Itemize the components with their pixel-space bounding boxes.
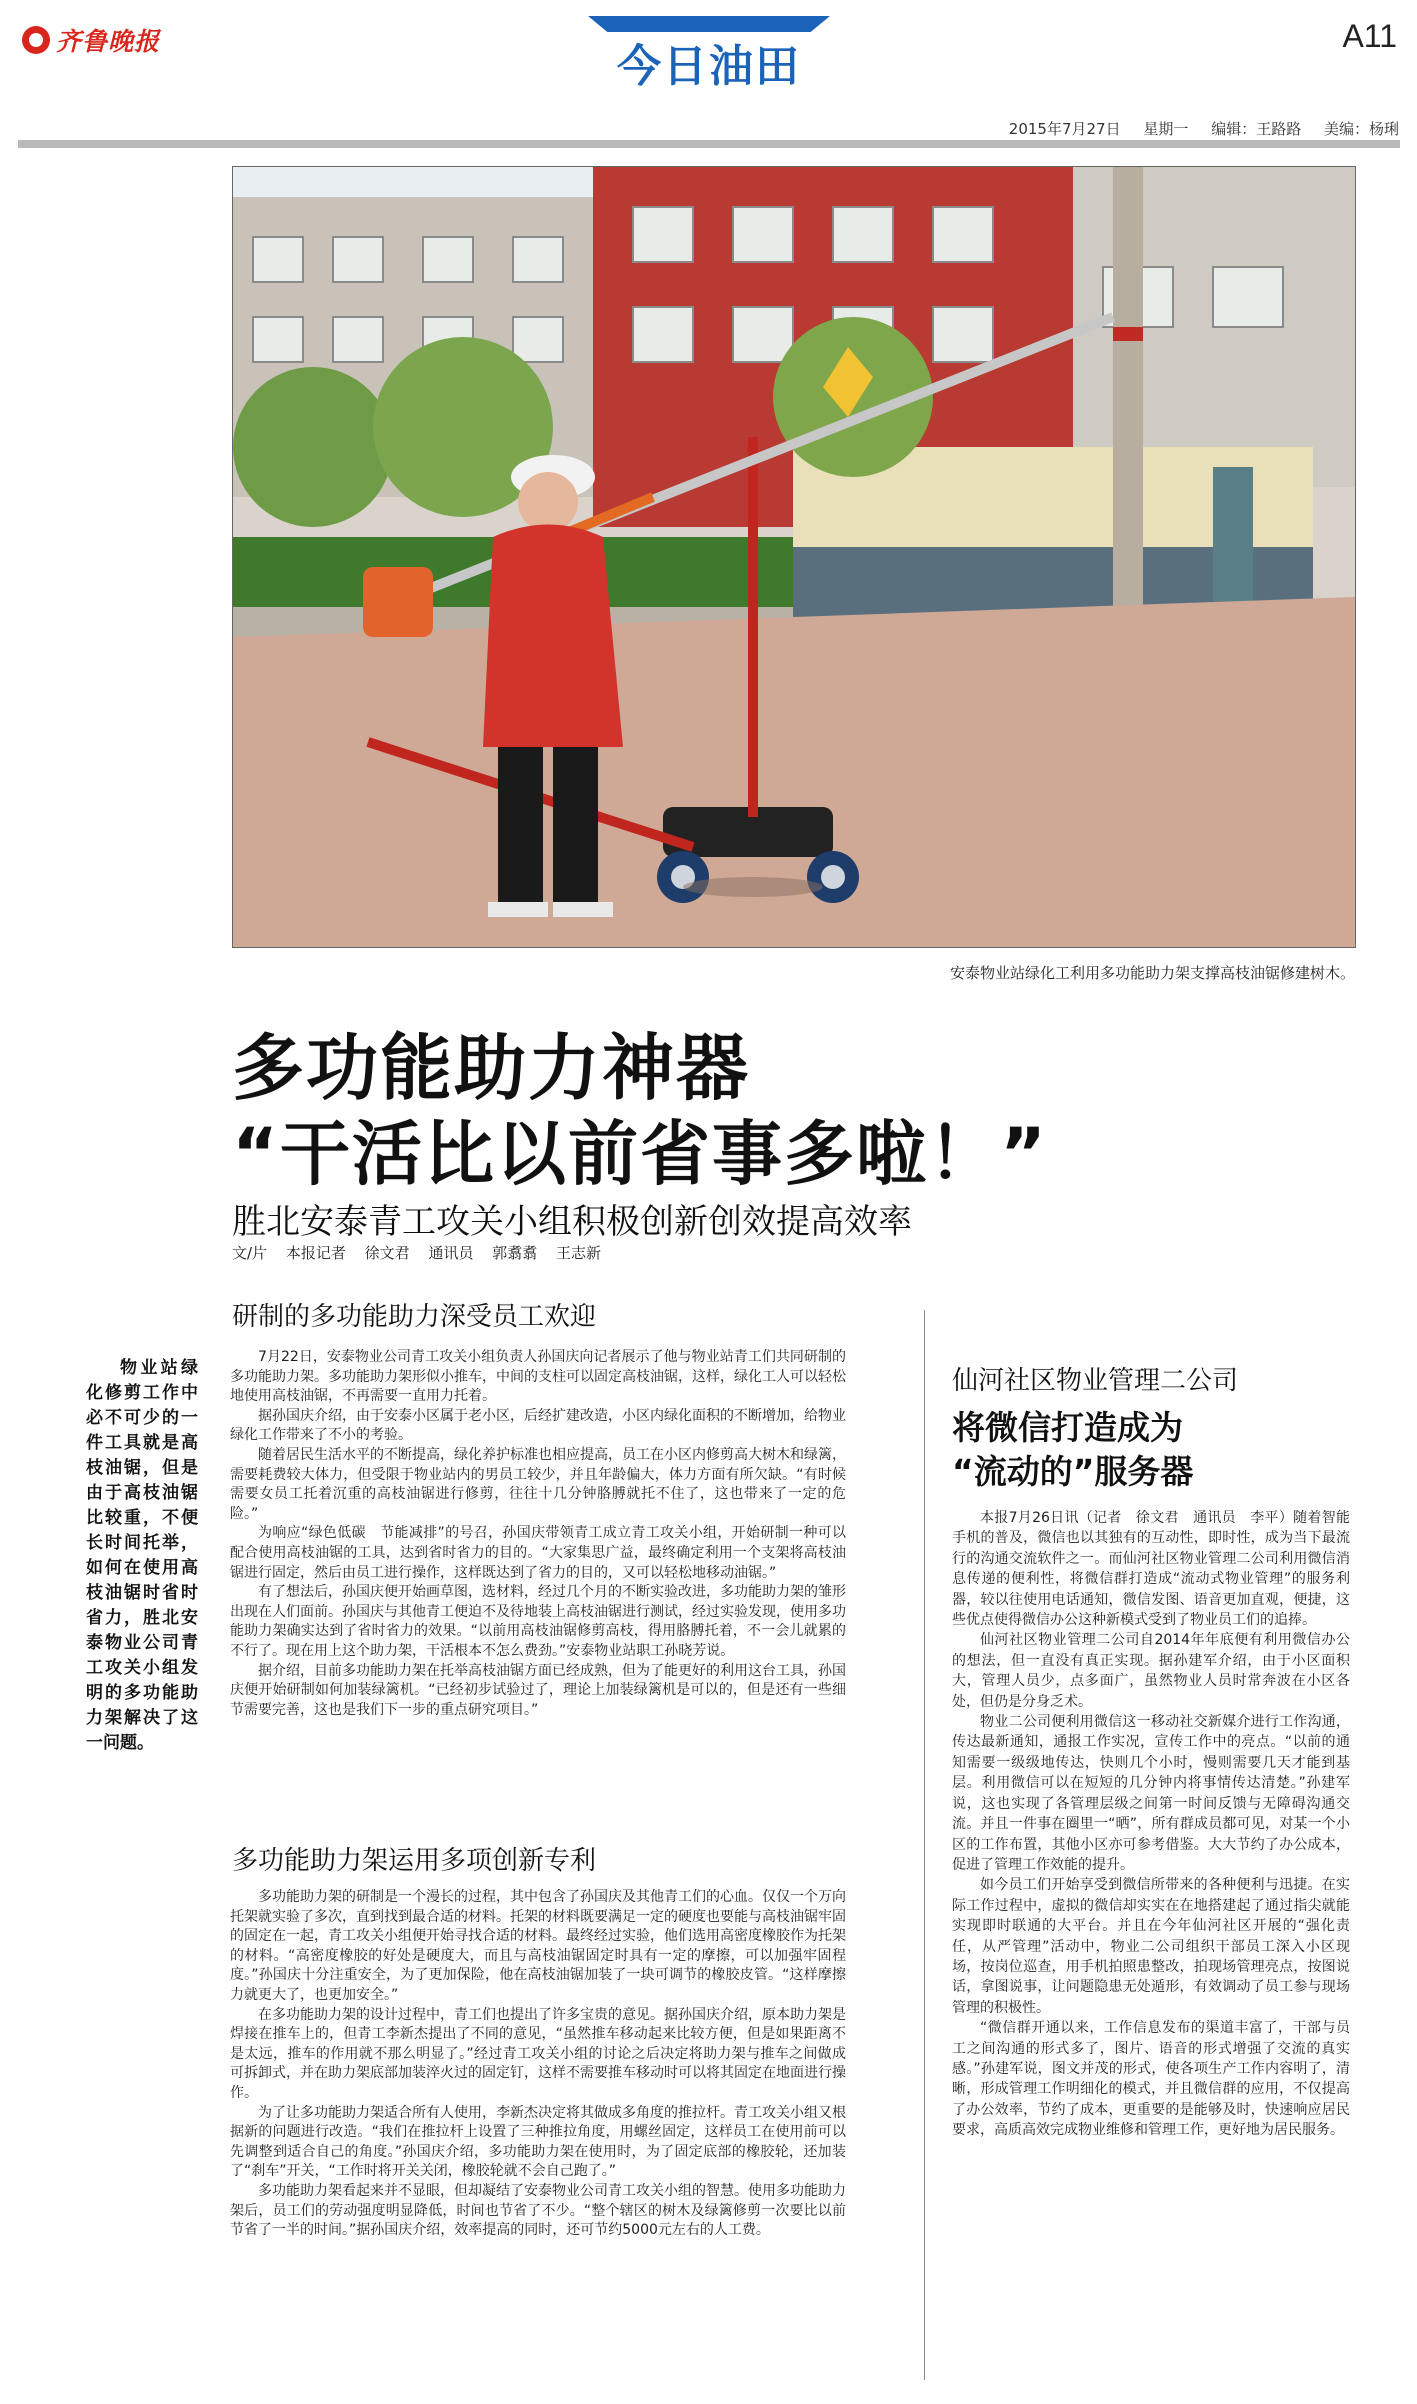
byline-item: 通讯员 (428, 1244, 474, 1262)
paragraph: 据孙国庆介绍，由于安泰小区属于老小区，后经扩建改造，小区内绿化面积的不断增加，给物业绿化工作带来了不小的考验。 (230, 1407, 846, 1444)
side-article-headline-2: “流动的”服务器 (952, 1452, 1194, 1491)
editor-credit: 编辑：王路路 (1211, 120, 1302, 138)
side-article-headline-1: 将微信打造成为 (952, 1408, 1183, 1447)
paragraph: 为了让多功能助力架适合所有人使用，李新杰决定将其做成多角度的推拉杆。青工攻关小组又根据新的问题进行改造。“我们在推拉杆上设置了三种推拉角度，用螺丝固定，这样员工在使用前可以先调整到适合自己的角度。”孙国庆介绍，多功能助力架在使用时，为了固定底部的橡胶轮，还加装了“刹车”开关，“工作时将开关关闭，橡胶轮就不会自己跑了。” (230, 2104, 846, 2180)
newspaper-logo (22, 20, 172, 60)
photo-illustration (233, 167, 1355, 947)
paragraph: 在多功能助力架的设计过程中，青工们也提出了许多宝贵的意见。据孙国庆介绍，原本助力架是焊接在推车上的，但青工李新杰提出了不同的意见，“虽然推车移动起来比较方便，但是如果距离不是太远，推车的作用就不那么明显了。”经过青工攻关小组的讨论之后决定将助力架与推车之间做成可拆卸式，并在助力架底部加装淬火过的固定钉，这样不需要推车移动时可以将其固定在地面进行操作。 (230, 2006, 846, 2101)
photo-caption: 安泰物业站绿化工利用多功能助力架支撑高枝油锯修建树木。 (949, 964, 1355, 982)
byline-item: 徐文君 (364, 1244, 410, 1262)
headline-line-1: 多功能助力神器 (232, 1026, 751, 1110)
section-1-body (230, 1348, 846, 1720)
news-photo (232, 166, 1356, 948)
headline-line-2: “干活比以前省事多啦！” (232, 1113, 1049, 1195)
paragraph: 多功能助力架的研制是一个漫长的过程，其中包含了孙国庆及其他青工们的心血。仅仅一个万向托架就实验了多次，直到找到最合适的材料。托架的材料既要满足一定的硬度也要能与高枝油锯牢固的固定在一起，青工攻关小组便开始寻找合适的材料。最终经过实验，他们选用高密度橡胶作为托架的材料。“高密度橡胶的好处是硬度大，而且与高枝油锯固定时具有一定的摩擦，可以加强牢固程度。”孙国庆十分注重安全，为了更加保险，他在高枝油锯加装了一块可调节的橡胶皮管。“这样摩擦力就更大了，也更加安全。” (230, 1889, 846, 2003)
masthead-rule (18, 140, 1400, 148)
page-number: A11 (1342, 18, 1397, 54)
paragraph: 为响应“绿色低碳 节能减排”的号召，孙国庆带领青工成立青工攻关小组，开始研制一种可以配合使用高枝油锯的工具，达到省时省力的目的。“大家集思广益，最终确定利用一个支架将高枝油锯进行固定，然后由员工进行操作，这样既达到了省力的目的，又可以轻松地移动油锯。” (230, 1525, 846, 1581)
newspaper-name: 齐鲁晚报 (56, 27, 161, 56)
column-divider (924, 1310, 925, 2380)
section-1-title: 研制的多功能助力深受员工欢迎 (232, 1302, 597, 1332)
paragraph: 如今员工们开始享受到微信所带来的各种便利与迅捷。在实际工作过程中，虚拟的微信却实实在在地搭建起了通过指尖就能实现即时联通的大平台。并且在今年仙河社区开展的“强化责任，从严管理”活动中，物业二公司组织干部员工深入小区现场，按岗位巡查，用手机拍照患整改，拍现场管理亮点，按图说话，拿图说事，让问题隐患无处遁形，有效调动了员工参与现场管理的积极性。 (952, 1877, 1350, 2016)
paragraph: 7月22日，安泰物业公司青工攻关小组负责人孙国庆向记者展示了他与物业站青工们共同研制的多功能助力架。多功能助力架形似小推车，中间的支柱可以固定高枝油锯，这样，绿化工人可以轻松地使用高枝油锯，不再需要一直用力托着。 (230, 1349, 846, 1405)
section-tab (588, 16, 830, 96)
dateline (991, 118, 1399, 139)
paragraph: 物业二公司便利用微信这一移动社交新媒介进行工作沟通，传达最新通知，通报工作实况，宣传工作中的亮点。“以前的通知需要一级级地传达，快则几个小时，慢则需要几天才能到基层。利用微信可以在短短的几分钟内将事情传达清楚。”孙建军说，这也实现了各管理层级之间第一时间反馈与无障碍沟通交流。并且一件事在圈里一“晒”，所有群成员都可见，对某一个小区的工作布置，其他小区亦可参考借鉴。大大节约了办公成本，促进了管理工作效能的提升。 (952, 1714, 1350, 1873)
issue-weekday: 星期一 (1143, 120, 1189, 138)
byline (232, 1242, 615, 1263)
paragraph: 多功能助力架看起来并不显眼，但却凝结了安泰物业公司青工攻关小组的智慧。使用多功能助力架后，员工们的劳动强度明显降低，时间也节省了不少。“整个辖区的树木及绿篱修剪一次要比以前节省了一半的时间。”据孙国庆介绍，效率提高的同时，还可节约5000元左右的人工费。 (230, 2182, 846, 2239)
section-2-body (230, 1888, 846, 2241)
paragraph: 仙河社区物业管理二公司自2014年年底便有利用微信办公的想法，但一直没有真正实现。据孙建军介绍，由于小区面积大，管理人员少，点多面广，虽然物业人员时常奔波在小区各处，但仍是分身乏术。 (952, 1632, 1350, 1710)
side-article-body (952, 1508, 1350, 2141)
section-2-title: 多功能助力架运用多项创新专利 (232, 1846, 597, 1876)
side-article-kicker: 仙河社区物业管理二公司 (952, 1366, 1239, 1396)
subtitle: 胜北安泰青工攻关小组积极创新创效提高效率 (232, 1202, 912, 1242)
designer-credit: 美编：杨琍 (1323, 120, 1399, 138)
logo-seal-icon (22, 26, 50, 54)
byline-item: 本报记者 (285, 1244, 346, 1262)
byline-item: 王志新 (556, 1244, 602, 1262)
byline-item: 郭翥翥 (492, 1244, 538, 1262)
issue-date: 2015年7月27日 (1008, 120, 1121, 138)
paragraph: 本报7月26日讯（记者 徐文君 通讯员 李平）随着智能手机的普及，微信也以其独有的互动性，即时性，成为当下最流行的沟通交流软件之一。而仙河社区物业管理二公司利用微信消息传递的便利性，将微信群打造成“流动式物业管理”的服务利器，较以往使用电话通知，微信发图、语音更加直观，便捷，这些优点使得微信办公这种新模式受到了物业员工们的追捧。 (952, 1510, 1350, 1629)
article-summary: 物业站绿化修剪工作中必不可少的一件工具就是高枝油锯，但是由于高枝油锯比较重，不便长时间托举，如何在使用高枝油锯时省时省力，胜北安泰物业公司青工攻关小组发明的多功能助力架解决了这一问题。 (86, 1358, 198, 1753)
paragraph: 有了想法后，孙国庆便开始画草图，选材料，经过几个月的不断实验改进，多功能助力架的雏形出现在人们面前。孙国庆与其他青工便迫不及待地装上高枝油锯进行测试，经过实验发现，使用多功能助力架确实达到了省时省力的效果。“以前用高枝油锯修剪高枝，得用胳膊托着，不一会儿就累的不行了。现在用上这个助力架，干活根本不怎么费劲。”安泰物业站职工孙晓芳说。 (230, 1584, 846, 1659)
paragraph: 据介绍，目前多功能助力架在托举高枝油锯方面已经成熟，但为了能更好的利用这台工具，孙国庆便开始研制如何加装绿篱机。“已经初步试验过了，理论上加装绿篱机是可以的，但是还有一些细节需要完善，这也是我们下一步的重点研究项目。” (230, 1662, 846, 1718)
paragraph: 随着居民生活水平的不断提高，绿化养护标准也相应提高，员工在小区内修剪高大树木和绿篱，需要耗费较大体力，但受限于物业站内的男员工较少，并且年龄偏大，体力方面有所欠缺。“有时候需要女员工托着沉重的高枝油锯进行修剪，往往十几分钟胳膊就托不住了，这也带来了一定的危险。” (230, 1446, 846, 1522)
paragraph: “微信群开通以来，工作信息发布的渠道丰富了，干部与员工之间沟通的形式多了，图片、语音的形式增强了交流的真实感。”孙建军说，图文并茂的形式，使各项生产工作内容明了，清晰，形成管理工作明细化的模式，并且微信群的应用，不仅提高了办公效率，节约了成本，更重要的是能够及时，快速响应居民要求，高质高效完成物业维修和管理工作，更好地为居民服务。 (952, 2020, 1350, 2139)
byline-item: 文/片 (232, 1244, 268, 1262)
section-title: 今日油田 (617, 41, 801, 92)
